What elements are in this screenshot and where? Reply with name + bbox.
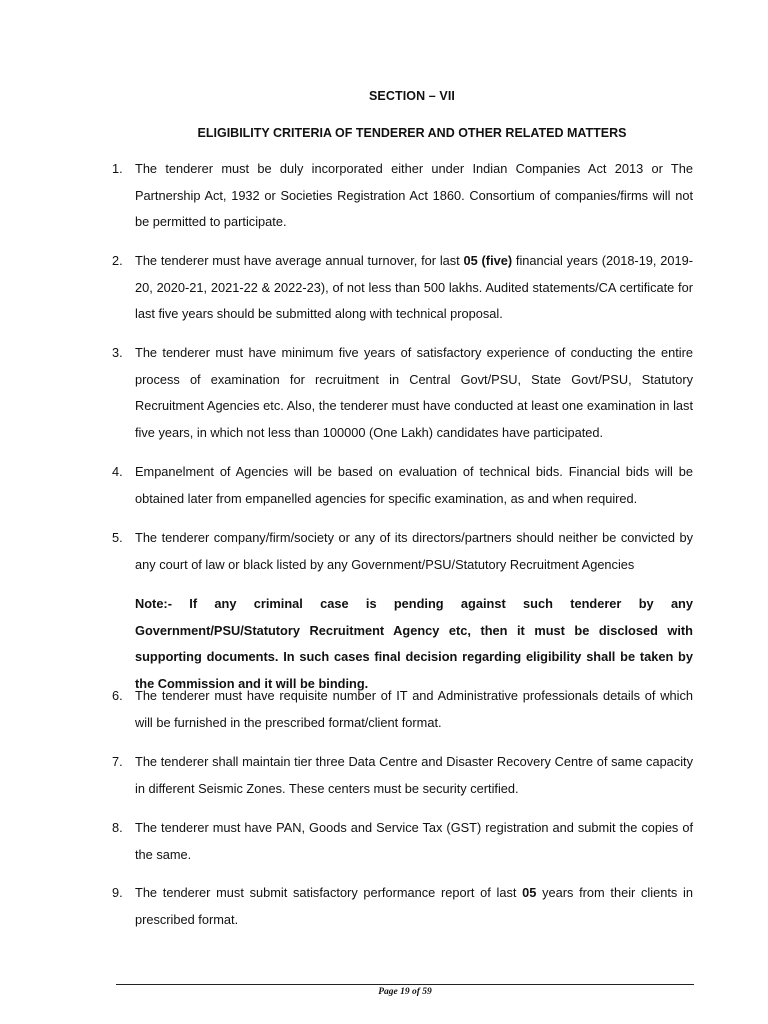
section-title: SECTION – VII xyxy=(368,89,456,103)
list-item-number: 8. xyxy=(112,820,123,835)
list-item-text: The tenderer shall maintain tier three Data Centre and Disaster Recovery Centre of same capacity in different Seismic Zones. These centers must be security certified. xyxy=(135,754,693,796)
list-item-number: 1. xyxy=(112,161,123,176)
note-text: Note:- If any criminal case is pending against such tenderer by any Government/PSU/Statutory Recruitment Agency etc, then it must be disclosed with supporting documents. In such cases final decision regarding eligibility shall be taken by the Commission and it will be binding. xyxy=(135,596,693,691)
list-item-number: 7. xyxy=(112,754,123,769)
list-item-number: 9. xyxy=(112,885,123,900)
list-item-text-part: years from their clients in prescribed format. xyxy=(135,885,693,927)
list-item-text-bold: 05 (five) xyxy=(463,253,513,268)
list-item-text-part: The tenderer must submit satisfactory performance report of last xyxy=(135,885,523,900)
footer-divider xyxy=(116,984,694,985)
list-item-text: The tenderer company/firm/society or any of its directors/partners should neither be convicted by any court of law or black listed by any Government/PSU/Statutory Recruitment Agencies xyxy=(135,530,693,572)
list-item-number: 2. xyxy=(112,253,123,268)
list-item xyxy=(112,340,693,446)
list-item-number: 4. xyxy=(112,464,123,479)
list-item-text: The tenderer must have requisite number of IT and Administrative professionals details of which will be furnished in the prescribed format/client format. xyxy=(135,688,693,730)
list-item xyxy=(112,525,693,578)
list-item-text: The tenderer must be duly incorporated either under Indian Companies Act 2013 or The Partnership Act, 1932 or Societies Registration Act 1860. Consortium of companies/firms will not be permitted to participate. xyxy=(135,161,693,229)
list-item xyxy=(112,683,693,736)
list-item-number: 5. xyxy=(112,530,123,545)
list-item xyxy=(112,880,693,933)
list-item-text-part: financial years (2018-19, 2019-20, 2020-21, 2021-22 & 2022-23), of not less than 500 lakhs. Audited statements/CA certificate for last five years should be submitted along with technical proposal. xyxy=(135,253,693,321)
list-item-number: 3. xyxy=(112,345,123,360)
list-item-text xyxy=(135,880,693,933)
list-item xyxy=(112,749,693,802)
list-item-text: Empanelment of Agencies will be based on evaluation of technical bids. Financial bids will be obtained later from empanelled agencies for specific examination, as and when required. xyxy=(135,464,693,506)
list-item-text xyxy=(135,248,693,328)
list-item xyxy=(112,459,693,512)
list-item-text-part: The tenderer must have average annual turnover, for last xyxy=(135,253,464,268)
list-item-text-bold: 05 xyxy=(522,885,537,900)
list-item xyxy=(112,156,693,236)
list-item-text: The tenderer must have minimum five years of satisfactory experience of conducting the entire process of examination for recruitment in Central Govt/PSU, State Govt/PSU, Statutory Recruitment Agencies etc. Also, the tenderer must have conducted at least one examination in last five years, in which not less than 100000 (One Lakh) candidates have participated. xyxy=(135,345,693,440)
page-number: Page 19 of 59 xyxy=(378,987,432,997)
list-item-number: 6. xyxy=(112,688,123,703)
list-item xyxy=(112,248,693,328)
section-heading: ELIGIBILITY CRITERIA OF TENDERER AND OTHER RELATED MATTERS xyxy=(197,126,627,140)
list-item-text: The tenderer must have PAN, Goods and Service Tax (GST) registration and submit the copies of the same. xyxy=(135,820,693,862)
list-item xyxy=(112,815,693,868)
